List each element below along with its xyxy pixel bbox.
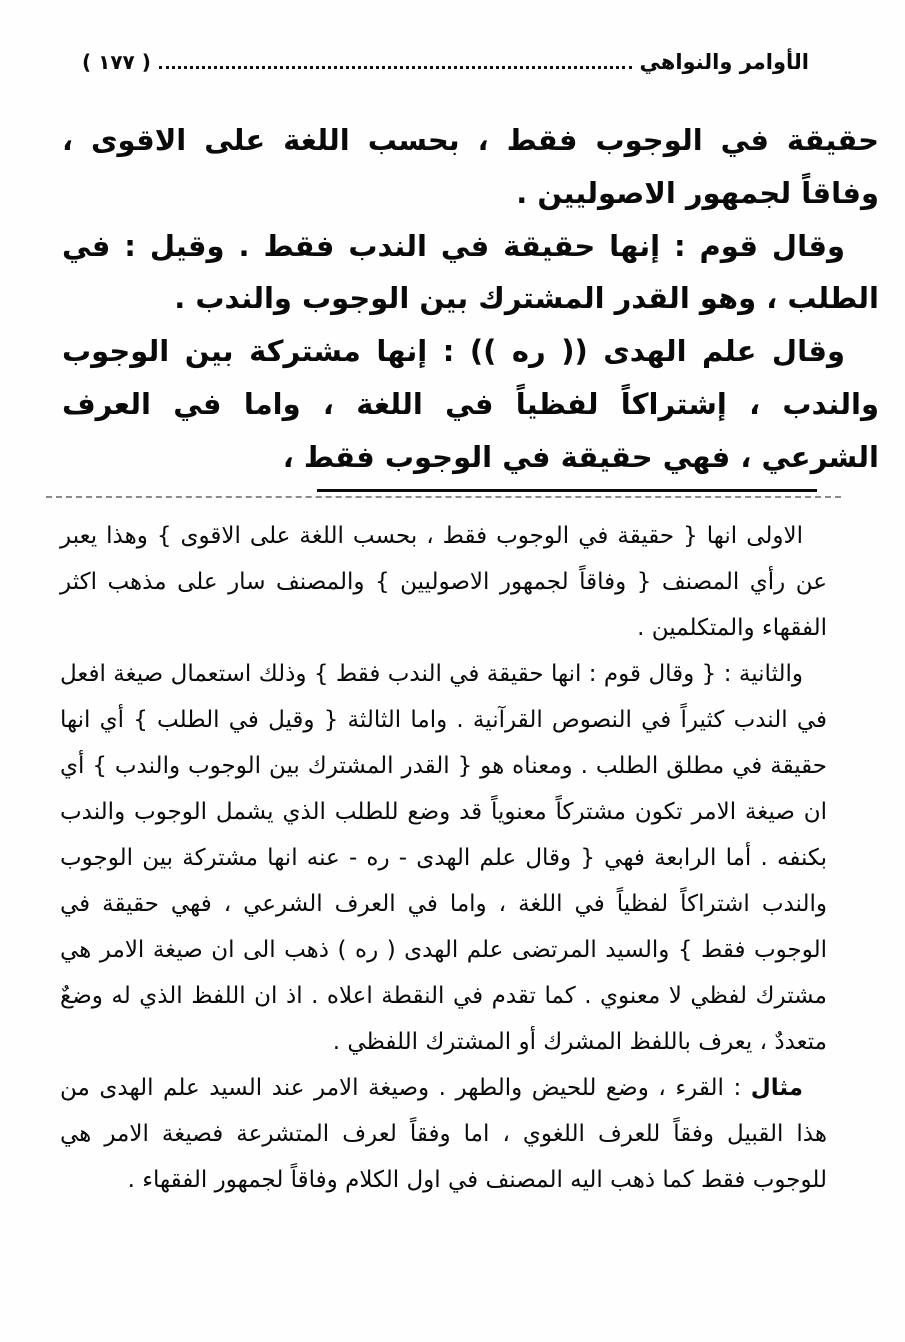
commentary-text-block [60,513,827,1203]
matn-paragraph: حقيقة في الوجوب فقط ، بحسب اللغة على الاقوى ، وفاقاً لجمهور الاصوليين . [62,123,879,210]
paragraph-lead-word: مثال [750,1075,803,1102]
page-header [82,50,809,74]
separator-dashed-line [46,496,841,498]
separator-solid-line [317,489,817,492]
commentary-paragraph: مثال : القرء ، وضع للحيض والطهر . وصيغة الامر عند السيد علم الهدى من هذا القبيل وفقاً للعرف اللغوي ، اما وفقاً لعرف المتشرعة فصيغة الامر هي للوجوب فقط كما ذهب اليه المصنف في اول الكلام وفاقاً لجمهور الفقهاء . [60,1075,827,1194]
page-number: ( ١٧٧ ) [82,50,151,74]
commentary-paragraph: الاولى انها { حقيقة في الوجوب فقط ، بحسب اللغة على الاقوى } وهذا يعبر عن رأي المصنف { وفاقاً لجمهور الاصوليين } والمصنف سار على مذهب اكثر الفقهاء والمتكلمين . [60,523,827,642]
footnote-separator [0,487,905,503]
matn-paragraph: وقال قوم : إنها حقيقة في الندب فقط . وقيل : في الطلب ، وهو القدر المشترك بين الوجوب والندب . [62,228,879,316]
running-head-title: الأوامر والنواهي [639,50,809,74]
matn-paragraph: وقال علم الهدى (( ره )) : إنها مشتركة بين الوجوب والندب ، إشتراكاً لفظياً في اللغة ، واما في العرف الشرعي ، فهي حقيقة في الوجوب فقط ، [62,334,879,474]
dotted-leader [159,66,632,69]
commentary-paragraph: والثانية : { وقال قوم : انها حقيقة في الندب فقط } وذلك استعمال صيغة افعل في الندب كثيراً في النصوص القرآنية . واما الثالثة { وقيل في الطلب } أي انها حقيقة في مطلق الطلب . ومعناه هو { القدر المشترك بين الوجوب والندب } أي ان صيغة الامر تكون مشتركاً معنوياً قد وضع للطلب الذي يشمل الوجوب والندب بكنفه . أما الرابعة فهي { وقال علم الهدى - ره - عنه انها مشتركة بين الوجوب والندب اشتراكاً لفظياً في اللغة ، واما في العرف الشرعي ، فهي حقيقة في الوجوب فقط } والسيد المرتضى علم الهدى ( ره ) ذهب الى ان صيغة الامر هي مشترك لفظي لا معنوي . كما تقدم في النقطة اعلاه . اذ ان اللفظ الذي له وضعٌ متعددٌ ، يعرف باللفظ المشرك أو المشترك اللفظي . [60,661,827,1056]
main-text-block [62,114,879,483]
